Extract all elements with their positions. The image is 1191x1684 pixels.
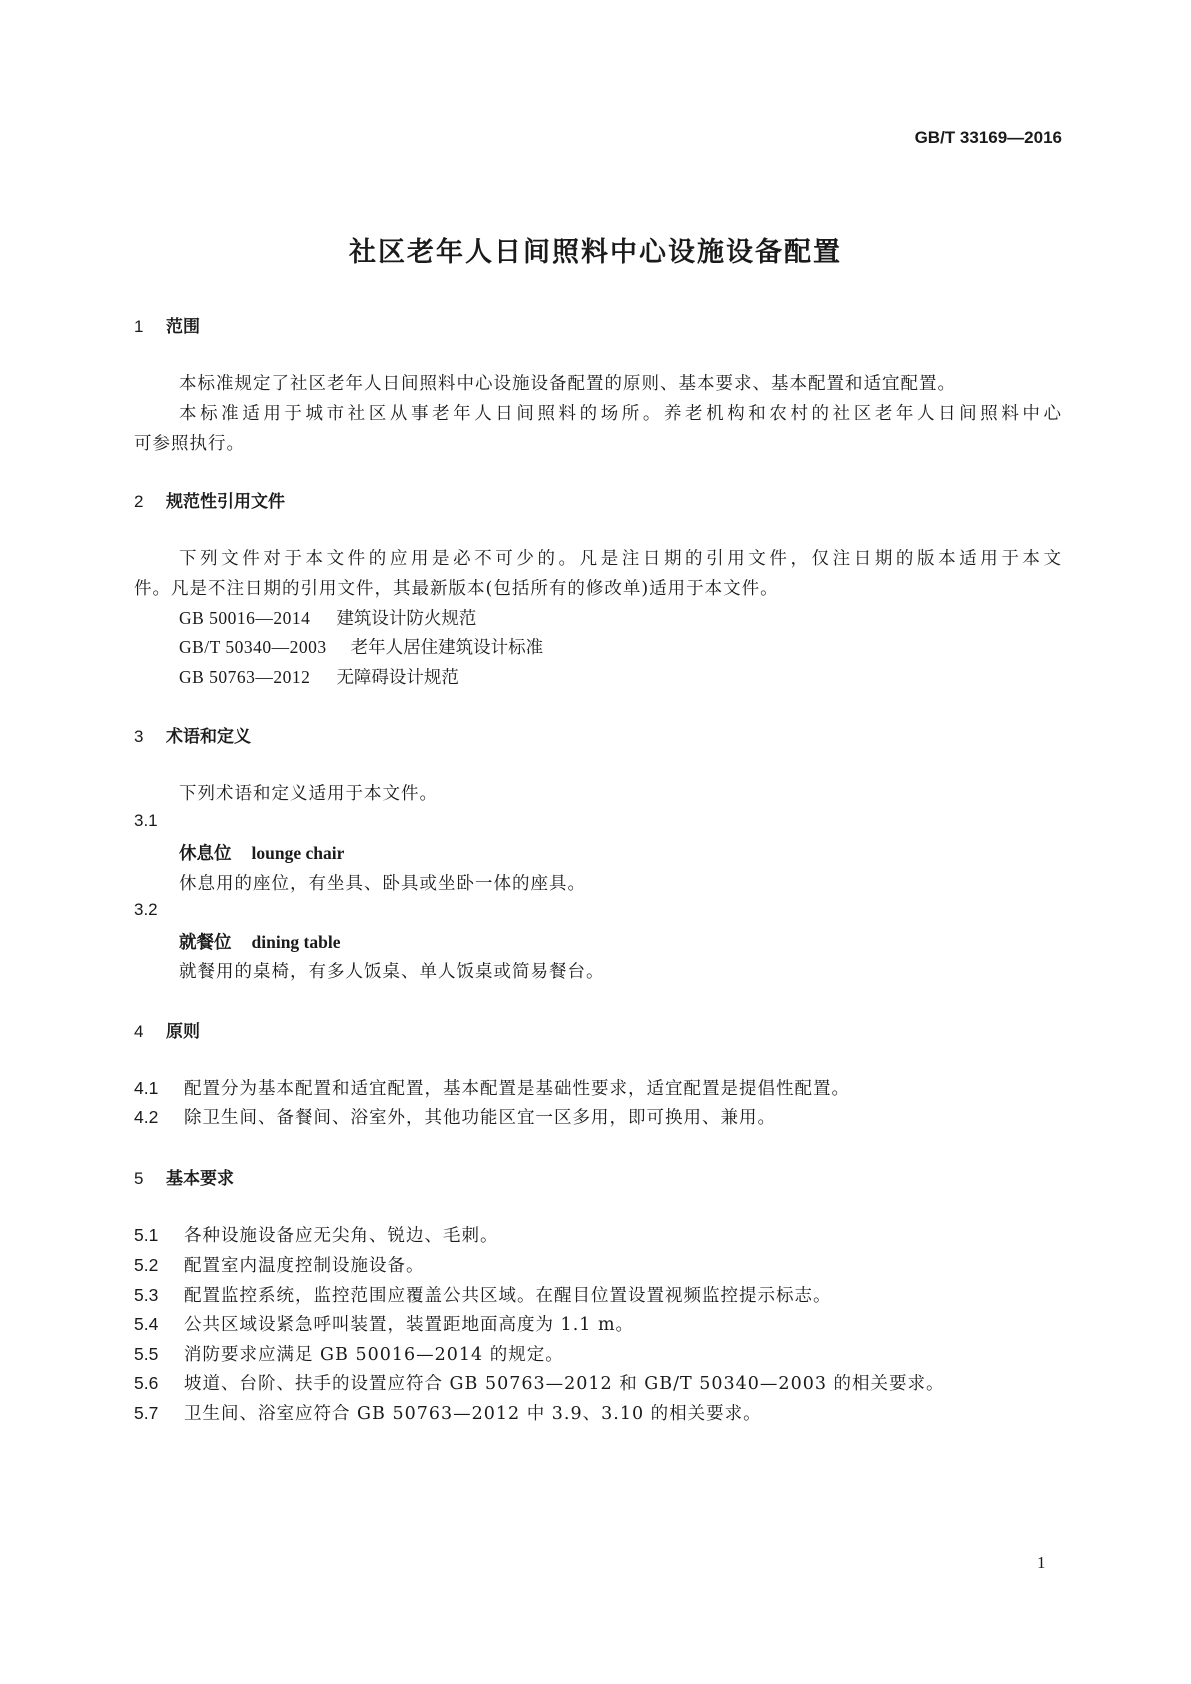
paragraph: 本标准规定了社区老年人日间照料中心设施设备配置的原则、基本要求、基本配置和适宜配置。 xyxy=(179,374,956,394)
term-name xyxy=(179,929,341,954)
paragraph: 可参照执行。 xyxy=(134,434,245,454)
clause-number: 5.4 xyxy=(134,1314,159,1334)
clause-text: 配置监控系统，监控范围应覆盖公共区域。在醒目位置设置视频监控提示标志。 xyxy=(184,1286,832,1306)
clause-text: 配置室内温度控制设施设备。 xyxy=(184,1256,425,1276)
normative-reference xyxy=(179,605,476,630)
clause-text: 各种设施设备应无尖角、锐边、毛刺。 xyxy=(184,1226,499,1246)
section-number: 1 xyxy=(134,317,144,336)
term-definition: 就餐用的桌椅，有多人饭桌、单人饭桌或简易餐台。 xyxy=(179,962,605,982)
clause-item xyxy=(134,1370,945,1395)
clause-number: 5.6 xyxy=(134,1373,159,1393)
section-title: 范围 xyxy=(166,317,200,337)
term-definition: 休息用的座位，有坐具、卧具或坐卧一体的座具。 xyxy=(179,874,586,894)
clause-number: 5.3 xyxy=(134,1285,159,1305)
clause-text: 除卫生间、备餐间、浴室外，其他功能区宜一区多用，即可换用、兼用。 xyxy=(184,1108,776,1128)
clause-text: 消防要求应满足 GB 50016—2014 的规定。 xyxy=(184,1345,564,1365)
clause-number: 5.2 xyxy=(134,1255,159,1275)
clause-text: 坡道、台阶、扶手的设置应符合 GB 50763—2012 和 GB/T 50340—2003 的相关要求。 xyxy=(184,1374,945,1394)
section-1-heading xyxy=(134,312,200,337)
reference-code: GB 50016—2014 xyxy=(179,608,311,628)
clause-item xyxy=(134,1311,634,1336)
paragraph: 下列文件对于本文件的应用是必不可少的。凡是注日期的引用文件，仅注日期的版本适用于本文 xyxy=(179,549,1062,569)
section-number: 2 xyxy=(134,492,144,511)
clause-number: 5.5 xyxy=(134,1344,159,1364)
section-title: 原则 xyxy=(166,1022,200,1042)
clause-item xyxy=(134,1075,850,1100)
term-en: dining table xyxy=(251,932,341,952)
paragraph: 下列术语和定义适用于本文件。 xyxy=(179,784,438,804)
page-number: 1 xyxy=(1037,1553,1046,1572)
paragraph: 件。凡是不注日期的引用文件，其最新版本(包括所有的修改单)适用于本文件。 xyxy=(134,579,779,599)
section-title: 术语和定义 xyxy=(166,727,251,747)
section-number: 3 xyxy=(134,727,144,746)
paragraph: 本标准适用于城市社区从事老年人日间照料的场所。养老机构和农村的社区老年人日间照料中心 xyxy=(179,404,1062,424)
document-title: 社区老年人日间照料中心设施设备配置 xyxy=(349,237,842,268)
section-title: 基本要求 xyxy=(166,1169,234,1189)
term-zh: 休息位 xyxy=(179,844,232,864)
clause-text: 公共区域设紧急呼叫装置，装置距地面高度为 1.1 m。 xyxy=(184,1315,635,1335)
clause-item xyxy=(134,1104,776,1129)
section-title: 规范性引用文件 xyxy=(166,492,285,512)
reference-title: 建筑设计防火规范 xyxy=(336,609,477,629)
term-zh: 就餐位 xyxy=(179,933,232,953)
normative-reference xyxy=(179,634,543,659)
section-5-heading xyxy=(134,1164,234,1189)
term-number: 3.2 xyxy=(134,900,158,919)
clause-number: 4.2 xyxy=(134,1107,159,1127)
reference-code: GB 50763—2012 xyxy=(179,667,311,687)
normative-reference xyxy=(179,664,459,689)
term-name xyxy=(179,840,344,865)
clause-text: 卫生间、浴室应符合 GB 50763—2012 中 3.9、3.10 的相关要求。 xyxy=(184,1404,762,1424)
clause-item xyxy=(134,1252,425,1277)
reference-title: 老年人居住建筑设计标准 xyxy=(350,638,544,658)
clause-item xyxy=(134,1400,762,1425)
reference-title: 无障碍设计规范 xyxy=(336,668,459,688)
clause-item xyxy=(134,1222,499,1247)
reference-code: GB/T 50340—2003 xyxy=(179,637,327,657)
standard-number: GB/T 33169—2016 xyxy=(914,128,1062,147)
section-number: 4 xyxy=(134,1022,144,1041)
clause-text: 配置分为基本配置和适宜配置，基本配置是基础性要求，适宜配置是提倡性配置。 xyxy=(184,1079,850,1099)
section-3-heading xyxy=(134,722,251,747)
clause-number: 5.7 xyxy=(134,1403,159,1423)
term-number: 3.1 xyxy=(134,811,158,830)
section-number: 5 xyxy=(134,1169,144,1188)
section-2-heading xyxy=(134,487,285,512)
clause-item xyxy=(134,1341,564,1366)
clause-number: 5.1 xyxy=(134,1225,159,1245)
term-en: lounge chair xyxy=(251,843,345,863)
clause-number: 4.1 xyxy=(134,1078,159,1098)
section-4-heading xyxy=(134,1017,200,1042)
clause-item xyxy=(134,1282,832,1307)
